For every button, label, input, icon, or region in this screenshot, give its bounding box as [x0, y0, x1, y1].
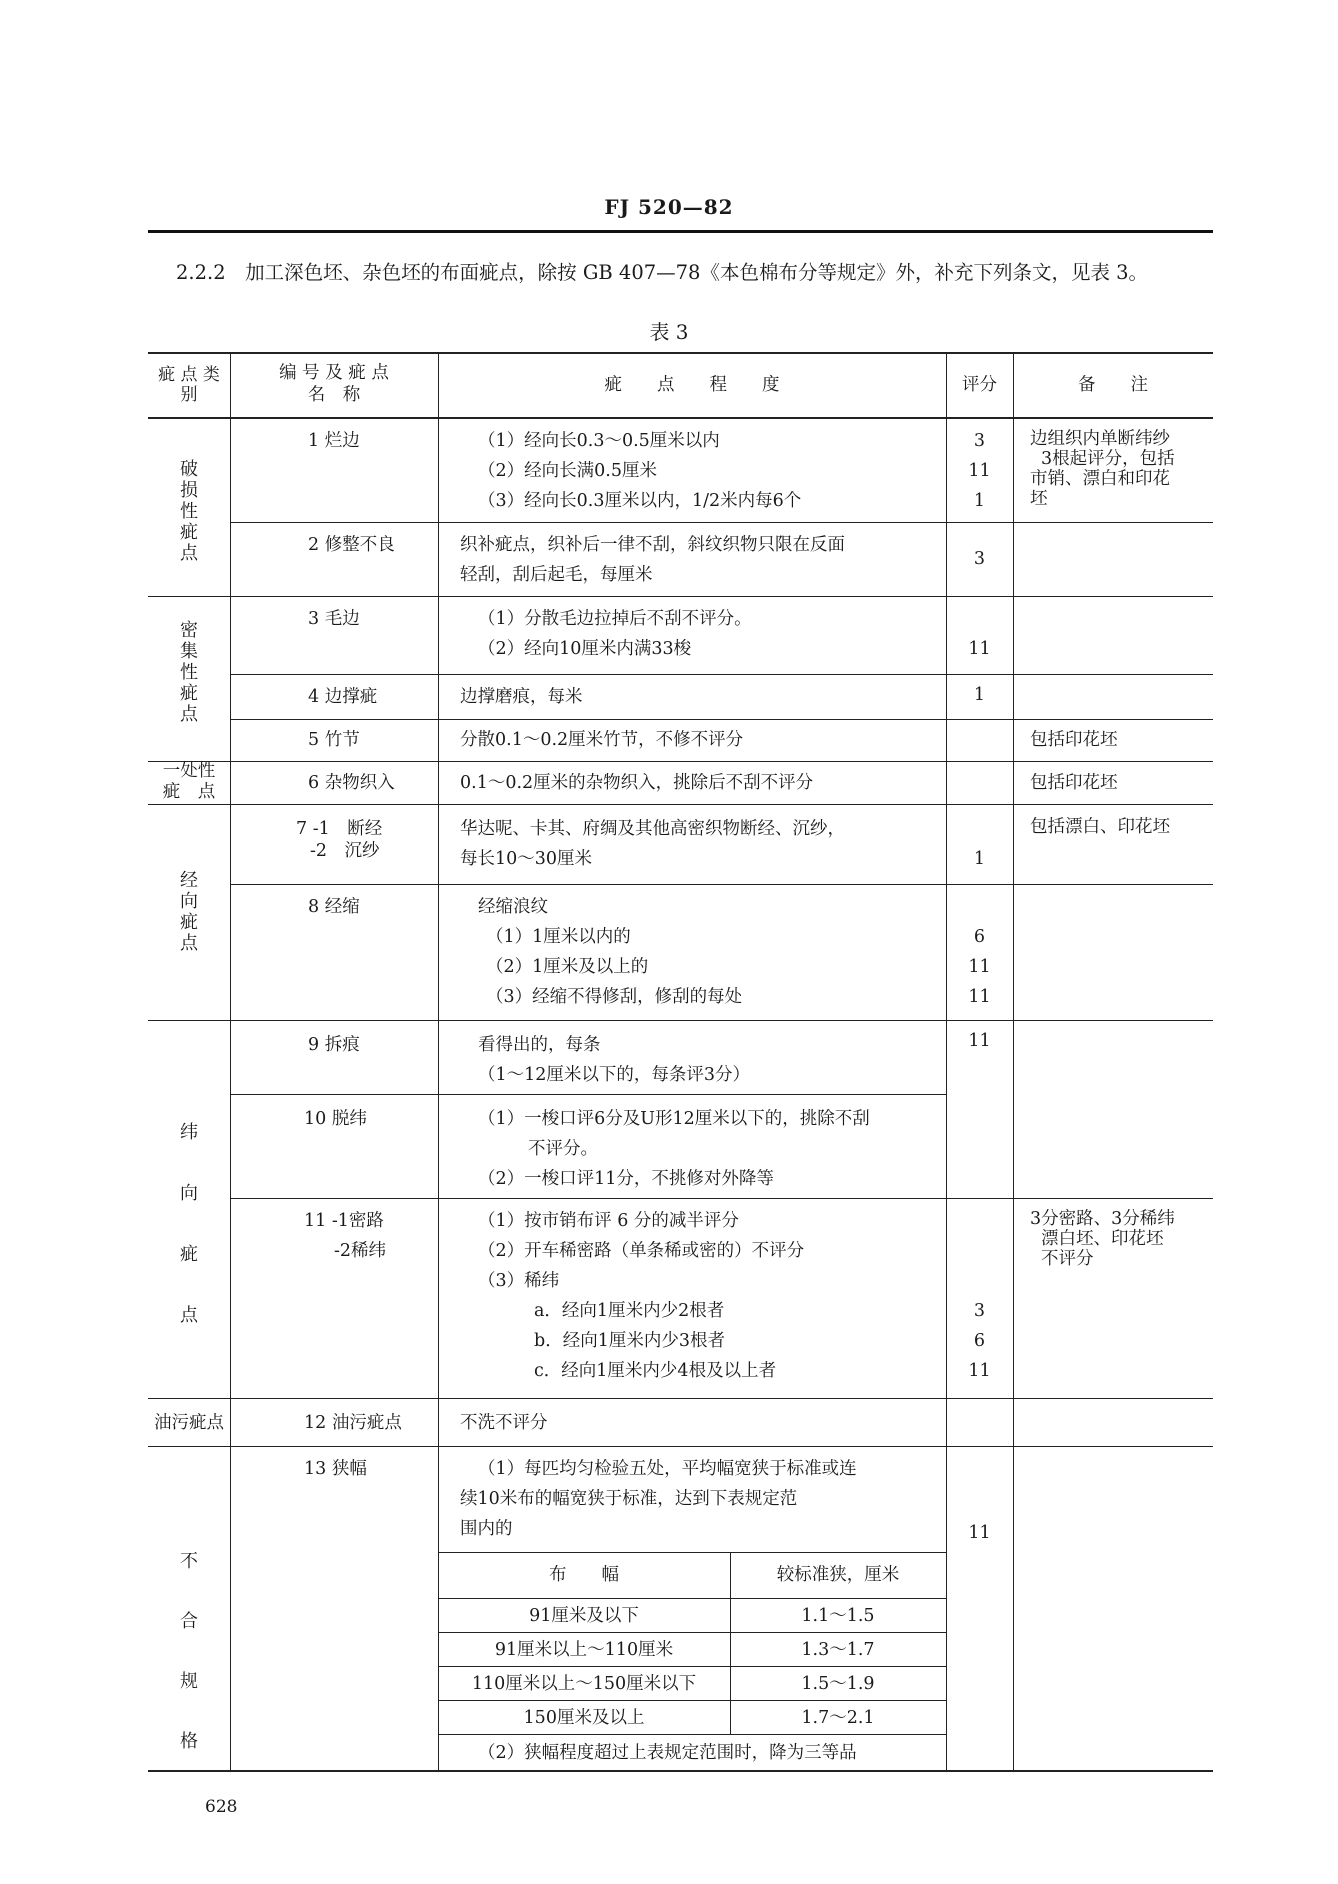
- remark-line: 3根起评分，包括: [1041, 449, 1175, 469]
- remark-line: 漂白坯、印花坯: [1041, 1229, 1164, 1249]
- score: 6: [973, 927, 986, 947]
- row-rule: [148, 804, 1213, 805]
- subtable-cell: 1.1～1.5: [801, 1606, 875, 1626]
- category-warp: 经向疵点: [180, 870, 198, 954]
- score: 11: [968, 1523, 991, 1543]
- table-bottom-rule: [148, 1770, 1213, 1772]
- degree-line: （2）狭幅程度超过上表规定范围时，降为三等品: [478, 1743, 857, 1763]
- score: 1: [973, 685, 986, 705]
- degree-line: 看得出的，每条: [478, 1035, 601, 1055]
- row-rule: [230, 1198, 1213, 1199]
- subtable-rule: [438, 1734, 946, 1735]
- degree-line: （1）1厘米以内的: [486, 927, 631, 947]
- defect-table: [148, 352, 1213, 1772]
- category-single-a: 一处性: [162, 761, 216, 781]
- row-rule: [148, 1020, 1213, 1021]
- degree-line: 边撑磨痕，每米: [460, 687, 583, 707]
- row-rule: [230, 719, 1213, 720]
- degree-line: （3）经缩不得修刮，修刮的每处: [486, 987, 743, 1007]
- category-weft: 纬向疵点: [180, 1122, 198, 1326]
- defect-name: 11 -1密路: [304, 1211, 384, 1231]
- table-top-rule: [148, 352, 1213, 354]
- row-rule: [148, 1398, 1213, 1399]
- defect-name: 7 -1 断经: [296, 819, 383, 839]
- degree-line: c．经向1厘米内少4根及以上者: [534, 1361, 777, 1381]
- degree-line: 0.1～0.2厘米的杂物织入，挑除后不刮不评分: [460, 773, 814, 793]
- subtable-rule: [438, 1552, 946, 1553]
- degree-line: （1）分散毛边拉掉后不刮不评分。: [478, 609, 752, 629]
- defect-name: 5 竹节: [308, 730, 360, 750]
- table-head-rule: [148, 417, 1213, 419]
- remark-line: 边组织内单断纬纱: [1030, 429, 1170, 449]
- header-score: 评分: [962, 375, 997, 395]
- col-rule: [1013, 352, 1014, 1770]
- degree-line: 不洗不评分: [460, 1413, 548, 1433]
- degree-line: （1）经向长0.3～0.5厘米以内: [478, 431, 720, 451]
- degree-line: 经缩浪纹: [478, 897, 548, 917]
- remark-line: 3分密路、3分稀纬: [1030, 1209, 1175, 1229]
- degree-line: 织补疵点，织补后一律不刮，斜纹织物只限在反面: [460, 535, 845, 555]
- score: 11: [968, 957, 991, 977]
- remark-line: 包括漂白、印花坯: [1030, 817, 1170, 837]
- subtable-header-narrower: 较标准狭，厘米: [776, 1565, 900, 1585]
- subtable-cell: 1.5～1.9: [801, 1674, 875, 1694]
- subtable-rule: [438, 1632, 946, 1633]
- col-rule: [438, 352, 439, 1770]
- defect-name: -2 沉纱: [310, 841, 380, 861]
- defect-name: 4 边撑疵: [308, 687, 378, 707]
- degree-line: （2）1厘米及以上的: [486, 957, 649, 977]
- degree-line: 华达呢、卡其、府绸及其他高密织物断经、沉纱，: [460, 819, 845, 839]
- remark-line: 不评分: [1041, 1249, 1094, 1269]
- score: 3: [973, 431, 986, 451]
- row-rule: [230, 884, 1213, 885]
- defect-name: 3 毛边: [308, 609, 360, 629]
- remark-line: 市销、漂白和印花: [1030, 469, 1170, 489]
- degree-line: （1）一梭口评6分及U形12厘米以下的，挑除不刮: [478, 1109, 870, 1129]
- degree-line: b．经向1厘米内少3根者: [534, 1331, 725, 1351]
- defect-name: 2 修整不良: [308, 535, 395, 555]
- degree-line: （1）按市销布评 6 分的减半评分: [478, 1211, 739, 1231]
- subtable-rule: [438, 1700, 946, 1701]
- table-title: 表 3: [649, 320, 689, 344]
- remark-line: 坯: [1030, 489, 1048, 509]
- degree-line: （2）一梭口评11分，不挑修对外降等: [478, 1169, 774, 1189]
- score: 11: [968, 461, 991, 481]
- score: 11: [968, 987, 991, 1007]
- score: 6: [973, 1331, 986, 1351]
- header-name-a: 编 号 及 疵 点: [279, 363, 389, 383]
- defect-name: 1 烂边: [308, 431, 360, 451]
- score: 11: [968, 1361, 991, 1381]
- degree-line: （3）稀纬: [478, 1271, 560, 1291]
- category-breakage: 破损性疵点: [180, 459, 198, 564]
- row-rule: [230, 674, 1213, 675]
- degree-line: （2）经向长满0.5厘米: [478, 461, 657, 481]
- subtable-cell: 150厘米及以上: [523, 1708, 645, 1728]
- degree-line: 围内的: [460, 1519, 513, 1539]
- row-rule: [148, 1446, 1213, 1447]
- defect-name: 9 拆痕: [308, 1035, 360, 1055]
- subtable-cell: 91厘米及以下: [529, 1606, 639, 1626]
- score: 1: [973, 849, 986, 869]
- score: 3: [973, 1301, 986, 1321]
- degree-line: （3）经向长0.3厘米以内，1/2米内每6个: [478, 491, 802, 511]
- category-dense: 密集性疵点: [180, 620, 198, 725]
- score: 11: [968, 639, 991, 659]
- degree-line: 分散0.1～0.2厘米竹节，不修不评分: [460, 730, 744, 750]
- defect-name: 12 油污疵点: [304, 1413, 402, 1433]
- category-spec: 不合规格: [180, 1551, 198, 1752]
- category-oil: 油污疵点: [154, 1413, 224, 1433]
- degree-line: （2）经向10厘米内满33梭: [478, 639, 692, 659]
- defect-name: 10 脱纬: [304, 1109, 367, 1129]
- degree-line: 轻刮，刮后起毛，每厘米: [460, 565, 653, 585]
- row-rule: [148, 596, 1213, 597]
- subtable-cell: 110厘米以上～150厘米以下: [471, 1674, 697, 1694]
- score: 11: [968, 1031, 991, 1051]
- row-rule: [230, 1094, 946, 1095]
- defect-name: 8 经缩: [308, 897, 360, 917]
- header-remark: 备 注: [1078, 375, 1148, 395]
- intro-paragraph: 2.2.2 加工深色坯、杂色坯的布面疵点，除按 GB 407—78《本色棉布分等规定》外，补充下列条文，见表 3。: [176, 261, 1149, 284]
- col-rule: [230, 352, 231, 1770]
- score: 1: [973, 491, 986, 511]
- category-single-b: 疵 点: [162, 782, 216, 802]
- standard-code: FJ 520—82: [604, 195, 734, 219]
- remark-line: 包括印花坯: [1030, 773, 1118, 793]
- remark-line: 包括印花坯: [1030, 730, 1118, 750]
- subtable-cell: 91厘米以上～110厘米: [494, 1640, 674, 1660]
- degree-line: 不评分。: [528, 1139, 598, 1159]
- subtable-header-width: 布 幅: [549, 1565, 619, 1585]
- header-name-b: 名 称: [307, 385, 361, 405]
- defect-name: -2稀纬: [334, 1241, 387, 1261]
- page-number: 628: [205, 1797, 238, 1817]
- subtable-cell: 1.3～1.7: [801, 1640, 875, 1660]
- row-rule: [230, 522, 1213, 523]
- defect-name: 6 杂物织入: [308, 773, 395, 793]
- subtable-rule: [438, 1598, 946, 1599]
- header-category: 疵 点 类 别: [158, 365, 220, 405]
- degree-line: 续10米布的幅宽狭于标准，达到下表规定范: [460, 1489, 798, 1509]
- degree-line: 每长10～30厘米: [460, 849, 593, 869]
- subtable-cell: 1.7～2.1: [801, 1708, 875, 1728]
- header-rule: [148, 230, 1213, 233]
- degree-line: （2）开车稀密路（单条稀或密的）不评分: [478, 1241, 805, 1261]
- defect-name: 13 狭幅: [304, 1459, 367, 1479]
- subtable-rule: [438, 1666, 946, 1667]
- degree-line: a．经向1厘米内少2根者: [534, 1301, 725, 1321]
- score: 3: [973, 549, 986, 569]
- degree-line: （1～12厘米以下的，每条评3分）: [478, 1065, 751, 1085]
- degree-line: （1）每匹均匀检验五处，平均幅宽狭于标准或连: [478, 1459, 857, 1479]
- header-degree: 疵 点 程 度: [604, 375, 780, 395]
- row-rule: [148, 761, 1213, 762]
